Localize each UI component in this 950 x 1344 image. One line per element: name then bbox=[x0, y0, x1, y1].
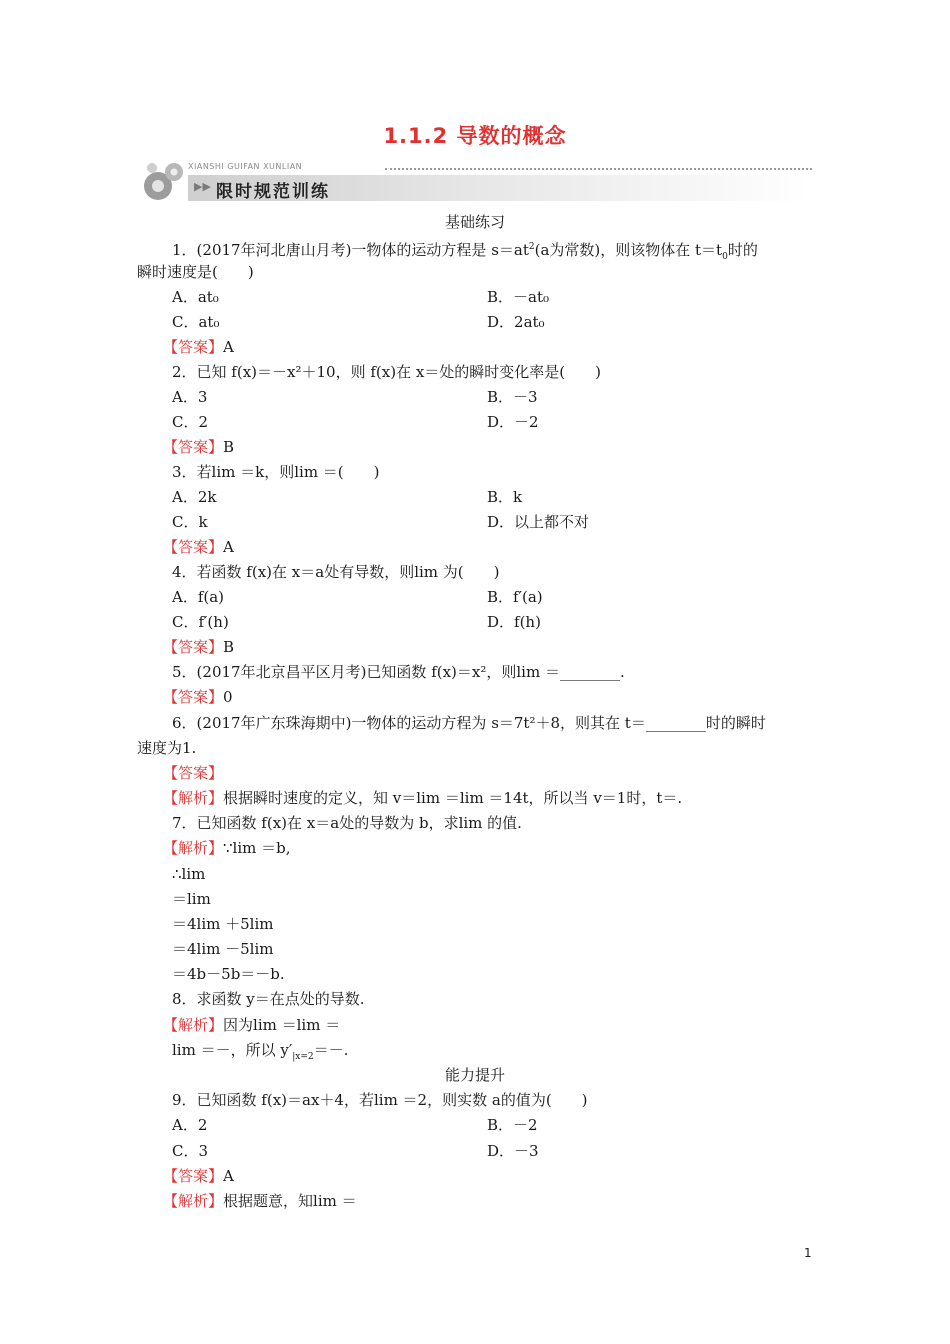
q2-option-a: A．3 bbox=[172, 388, 208, 406]
q4-option-c: C．f′(h) bbox=[172, 613, 229, 631]
question-5: 5．(2017年北京昌平区月考)已知函数 f(x)＝x²，则lim ＝________. bbox=[172, 663, 625, 681]
q6-analysis: 【解析】根据瞬时速度的定义，知 v＝lim ＝lim ＝14t，所以当 v＝1时，t＝. bbox=[163, 789, 683, 807]
q8-analysis: 【解析】因为lim ＝lim ＝ bbox=[163, 1016, 341, 1034]
section-heading-basic: 基础练习 bbox=[444, 213, 505, 231]
q9-option-d: D．－3 bbox=[487, 1142, 539, 1160]
q4-option-a: A．f(a) bbox=[172, 588, 225, 606]
q3-option-b: B．k bbox=[487, 488, 523, 506]
question-3: 3．若lim ＝k，则lim ＝( ) bbox=[172, 463, 380, 481]
q4-option-b: B．f′(a) bbox=[487, 588, 543, 606]
q1-option-a: A．at₀ bbox=[172, 288, 219, 306]
q4-option-d: D．f(h) bbox=[487, 613, 541, 631]
question-6-line2: 速度为1. bbox=[137, 739, 197, 757]
q3-option-d: D．以上都不对 bbox=[487, 513, 590, 531]
q7-step: ＝lim bbox=[172, 890, 211, 908]
section-heading-advanced: 能力提升 bbox=[444, 1066, 505, 1084]
q7-analysis: 【解析】∵lim ＝b, bbox=[163, 839, 291, 857]
question-9: 9．已知函数 f(x)＝ax＋4，若lim ＝2，则实数 a的值为( ) bbox=[172, 1091, 588, 1109]
q3-option-a: A．2k bbox=[172, 488, 217, 506]
q3-option-c: C．k bbox=[172, 513, 208, 531]
q8-analysis-line2: lim ＝－，所以 $y'_{|x=2}=-$. bbox=[172, 1041, 349, 1062]
banner-name: 限时规范训练 bbox=[216, 182, 330, 202]
question-1-line2: 瞬时速度是( ) bbox=[137, 263, 254, 281]
question-7: 7．已知函数 f(x)在 x＝a处的导数为 b，求lim 的值. bbox=[172, 814, 522, 832]
banner-pinyin: XIANSHI GUIFAN XUNLIAN bbox=[188, 162, 303, 171]
question-1: 1．(2017年河北唐山月考)一物体的运动方程是 $s=at^2(a$为常数)，则该物体在 $t=t_0$时的 bbox=[172, 241, 758, 262]
q2-answer: 【答案】B bbox=[163, 438, 235, 456]
question-4: 4．若函数 f(x)在 x＝a处有导数，则lim 为( ) bbox=[172, 563, 500, 581]
q9-answer: 【答案】A bbox=[163, 1167, 234, 1185]
question-8: 8．求函数 y＝在点处的导数. bbox=[172, 990, 365, 1008]
section-banner bbox=[140, 158, 812, 206]
q5-answer: 【答案】0 bbox=[163, 688, 233, 706]
q9-analysis: 【解析】根据题意，知lim ＝ bbox=[163, 1192, 357, 1210]
gear-logo-icon bbox=[140, 158, 188, 204]
banner-dotted-line bbox=[385, 168, 812, 170]
q2-option-d: D．－2 bbox=[487, 413, 539, 431]
q3-answer: 【答案】A bbox=[163, 538, 234, 556]
q1-answer: 【答案】A bbox=[163, 338, 234, 356]
q2-option-b: B．－3 bbox=[487, 388, 538, 406]
question-6: 6．(2017年广东珠海期中)一物体的运动方程为 s＝7t²＋8，则其在 t＝________时的瞬时 bbox=[172, 714, 766, 732]
page-title: 1.1.2 导数的概念 bbox=[383, 124, 567, 148]
q1-option-d: D．2at₀ bbox=[487, 313, 545, 331]
q1-option-c: C．at₀ bbox=[172, 313, 220, 331]
q9-option-b: B．－2 bbox=[487, 1116, 538, 1134]
q4-answer: 【答案】B bbox=[163, 638, 235, 656]
question-2: 2．已知 f(x)＝－x²＋10，则 f(x)在 x＝处的瞬时变化率是( ) bbox=[172, 363, 602, 381]
q6-answer: 【答案】 bbox=[163, 764, 224, 782]
page-number: 1 bbox=[804, 1246, 812, 1260]
q2-option-c: C．2 bbox=[172, 413, 209, 431]
q9-option-c: C．3 bbox=[172, 1142, 209, 1160]
q7-step: ＝4b－5b＝－b. bbox=[172, 965, 285, 983]
q7-step: ＝4lim －5lim bbox=[172, 940, 274, 958]
q7-step: ∴lim bbox=[172, 865, 206, 883]
play-arrows-icon: ▶▶ bbox=[194, 180, 211, 193]
q9-option-a: A．2 bbox=[172, 1116, 208, 1134]
q7-step: ＝4lim ＋5lim bbox=[172, 915, 274, 933]
q1-option-b: B．－at₀ bbox=[487, 288, 550, 306]
